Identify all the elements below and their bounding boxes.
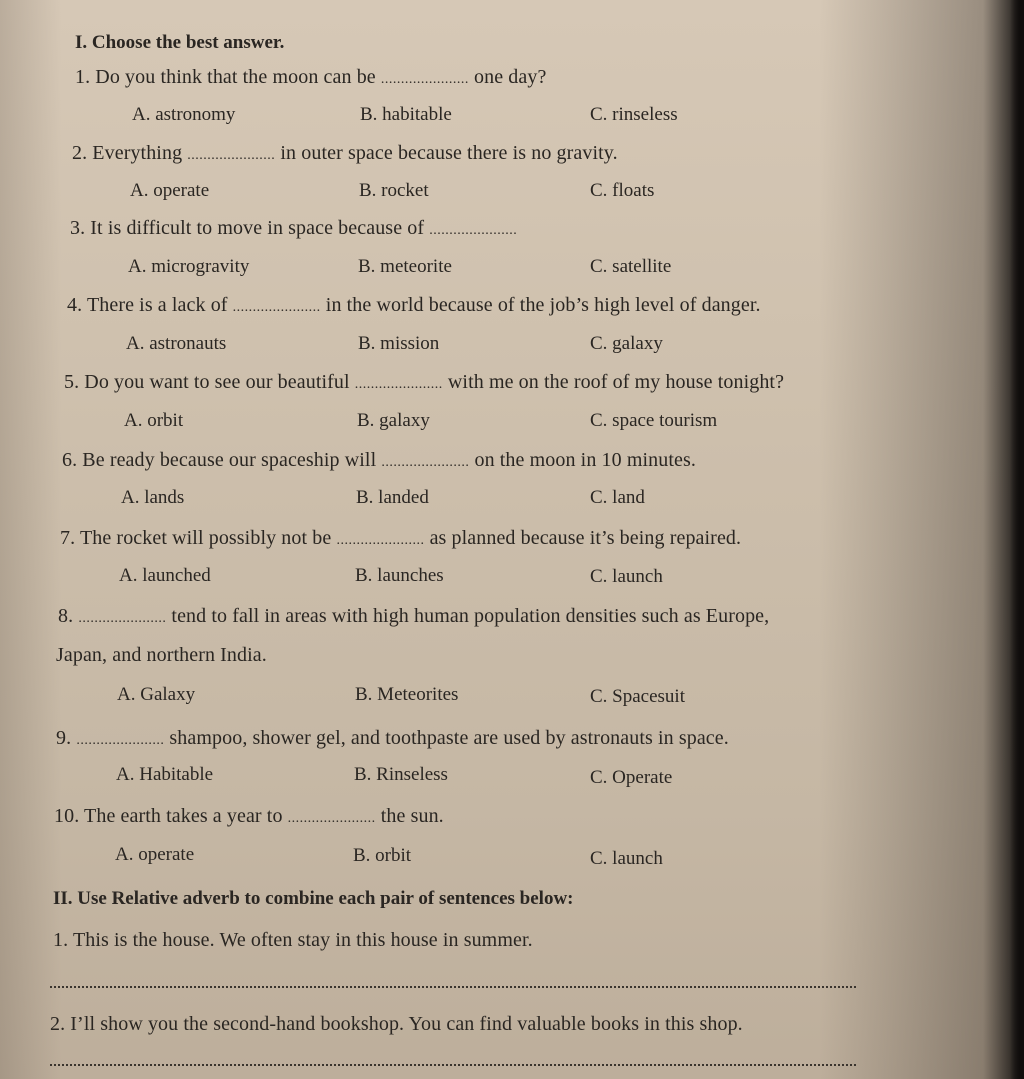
question-2-option-b: B. rocket [359, 180, 429, 201]
question-8-option-b: B. Meteorites [355, 684, 459, 705]
question-8-option-c: C. Spacesuit [590, 686, 685, 707]
combine-item-2: 2. I’ll show you the second-hand bookshop. You can find valuable books in this shop. [50, 1013, 743, 1035]
question-6-option-c: C. land [590, 487, 645, 508]
question-2-option-c: C. floats [590, 180, 655, 201]
question-10-blank: ...................... [287, 811, 376, 826]
question-7 [60, 527, 741, 550]
page-edge-shadow [1010, 0, 1024, 1079]
question-5-text: 5. Do you want to see our beautiful [64, 371, 350, 393]
question-3 [70, 217, 517, 240]
question-6 [62, 449, 696, 472]
question-9-option-b: B. Rinseless [354, 764, 448, 785]
answer-line-2 [50, 1064, 856, 1066]
question-3-text: 3. It is difficult to move in space because of [70, 217, 425, 239]
question-9-option-c: C. Operate [590, 767, 673, 788]
question-3-blank: ...................... [429, 223, 518, 238]
question-7-text: 7. The rocket will possibly not be [60, 527, 332, 549]
question-5-blank: ...................... [354, 377, 443, 392]
question-1-option-b: B. habitable [360, 104, 452, 125]
question-3-option-b: B. meteorite [358, 256, 452, 277]
question-10-option-c: C. launch [590, 848, 663, 869]
question-10-option-b: B. orbit [353, 845, 412, 866]
question-7-option-a: A. launched [119, 565, 211, 586]
question-7-blank: ...................... [336, 533, 425, 548]
question-9-text-end: shampoo, shower gel, and toothpaste are used by astronauts in space. [169, 727, 729, 749]
question-5-option-c: C. space tourism [590, 410, 718, 431]
question-6-option-a: A. lands [121, 487, 185, 508]
question-6-option-b: B. landed [356, 487, 429, 508]
question-7-option-b: B. launches [355, 565, 444, 586]
question-4-option-a: A. astronauts [126, 333, 227, 354]
question-7-option-c: C. launch [590, 566, 663, 587]
question-3-option-c: C. satellite [590, 256, 672, 277]
question-6-text-end: on the moon in 10 minutes. [474, 449, 696, 471]
question-1-option-a: A. astronomy [132, 104, 236, 125]
question-2-text: 2. Everything [72, 142, 183, 164]
question-6-text: 6. Be ready because our spaceship will [62, 449, 377, 471]
question-10-option-a: A. operate [115, 844, 195, 865]
question-10-text: 10. The earth takes a year to [54, 805, 283, 827]
question-6-blank: ...................... [381, 455, 470, 470]
question-10-text-end: the sun. [380, 805, 444, 827]
question-2-option-a: A. operate [130, 180, 210, 201]
question-9-option-a: A. Habitable [116, 764, 214, 785]
question-9-blank: ...................... [76, 733, 165, 748]
question-8-text-end: tend to fall in areas with high human population densities such as Europe, [171, 605, 770, 627]
question-9 [56, 727, 729, 750]
question-2-text-end: in outer space because there is no gravity. [280, 142, 618, 164]
question-4-blank: ...................... [232, 300, 321, 315]
section-1-title: I. Choose the best answer. [75, 32, 285, 53]
question-8 [58, 605, 769, 628]
question-7-text-end: as planned because it’s being repaired. [429, 527, 742, 549]
question-4-option-c: C. galaxy [590, 333, 663, 354]
question-8-blank: ...................... [78, 611, 167, 626]
question-2-blank: ...................... [187, 148, 276, 163]
question-8-text: 8. [58, 605, 74, 627]
section-2-title: II. Use Relative adverb to combine each pair of sentences below: [53, 888, 574, 909]
question-1-blank: ...................... [380, 72, 469, 87]
answer-line-1 [50, 986, 856, 988]
question-5-option-b: B. galaxy [357, 410, 430, 431]
question-9-text: 9. [56, 727, 72, 749]
question-1-text-end: one day? [474, 66, 547, 88]
question-4 [67, 294, 761, 317]
question-4-text-end: in the world because of the job’s high level of danger. [325, 294, 761, 316]
question-1 [75, 66, 546, 89]
question-1-text: 1. Do you think that the moon can be [75, 66, 376, 88]
question-4-text: 4. There is a lack of [67, 294, 228, 316]
question-8-option-a: A. Galaxy [117, 684, 196, 705]
question-2 [72, 142, 618, 165]
question-5 [64, 371, 784, 394]
question-3-option-a: A. microgravity [128, 256, 250, 277]
question-5-option-a: A. orbit [124, 410, 184, 431]
question-4-option-b: B. mission [358, 333, 440, 354]
question-8-continuation: Japan, and northern India. [56, 644, 267, 666]
question-10 [54, 805, 444, 828]
combine-item-1: 1. This is the house. We often stay in this house in summer. [53, 929, 533, 951]
question-1-option-c: C. rinseless [590, 104, 678, 125]
question-5-text-end: with me on the roof of my house tonight? [447, 371, 785, 393]
